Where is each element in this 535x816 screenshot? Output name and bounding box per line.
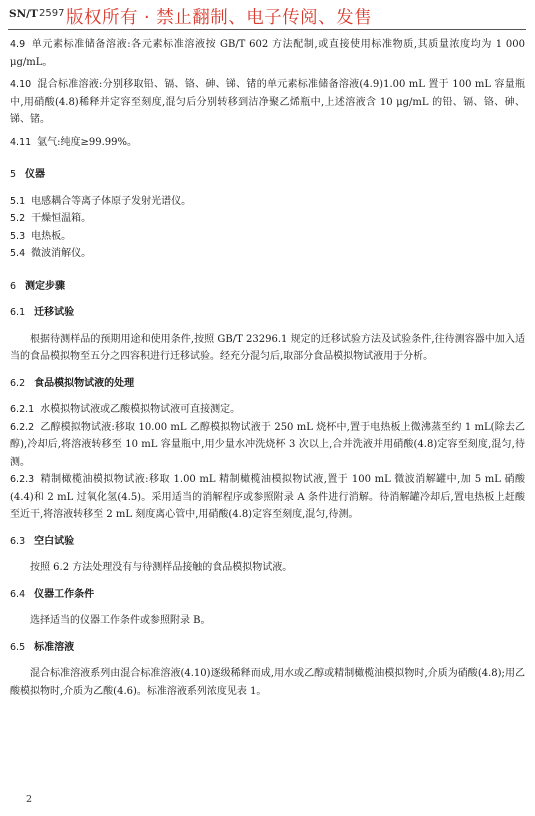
paragraph-6-4: 选择适当的仪器工作条件或参照附录 B。	[30, 615, 211, 626]
section-heading-5	[10, 166, 525, 184]
section-number: 6.3	[10, 535, 26, 547]
clause-6-2-1	[10, 401, 525, 419]
document-body	[10, 36, 525, 700]
clause-text: 乙醇模拟物试液:移取 10.00 mL 乙醇模拟物试液于 250 mL 烧杯中,置于电热板上微沸蒸至约 1 mL(除去乙醇),冷却后,将溶液转移至 10 mL 容量瓶中,用少量水冲洗烧杯 3 次以上,合并洗液并用硝酸(4.8)定容至刻度,混匀,待测。	[10, 421, 525, 468]
header-divider	[8, 29, 526, 30]
paragraph-6-5: 混合标准溶液系列由混合标准溶液(4.10)逐级稀释而成,用水或乙醇或精制橄榄油模拟物时,介质为硝酸(4.8);用乙酸模拟物时,介质为乙酸(4.6)。标准溶液系列浓度见表 1。	[10, 668, 525, 697]
section-title: 标准溶液	[34, 641, 75, 653]
clause-5-3	[10, 228, 525, 246]
clause-4-9	[10, 36, 525, 71]
paragraph-6-3: 按照 6.2 方法处理没有与待测样品接触的食品模拟物试液。	[30, 562, 293, 573]
clause-6-2-2	[10, 419, 525, 472]
clause-number: 4.11	[10, 136, 32, 148]
standard-prefix: SN/T	[9, 8, 38, 20]
section-title: 空白试验	[34, 535, 75, 547]
clause-text: 干燥恒温箱。	[31, 213, 92, 224]
clause-number: 6.2.3	[10, 474, 35, 485]
clause-4-11	[10, 134, 525, 152]
subsection-heading-6-4	[10, 586, 525, 604]
clause-5-4	[10, 245, 525, 263]
section-title: 仪器工作条件	[34, 588, 95, 600]
clause-number: 5.1	[10, 195, 26, 207]
subsection-heading-6-5	[10, 639, 525, 657]
clause-number: 4.9	[10, 39, 26, 50]
page-number: 2	[26, 794, 33, 805]
clause-text: 水模拟物试液或乙酸模拟物试液可直接测定。	[40, 404, 241, 415]
clause-text: 电热板。	[31, 230, 72, 242]
clause-5-2	[10, 210, 525, 228]
clause-text: 单元素标准储备溶液:各元素标准溶液按 GB/T 602 方法配制,或直接使用标准物质,其质量浓度均为 1 000 μg/mL。	[10, 39, 525, 68]
clause-number: 5.2	[10, 213, 26, 224]
section-title: 仪器	[25, 169, 46, 180]
clause-text: 氩气:纯度≥99.99%。	[37, 136, 138, 148]
section-title: 迁移试验	[34, 307, 75, 318]
section-number: 5	[10, 169, 17, 180]
clause-4-10	[10, 76, 525, 129]
standard-number: 2597	[39, 8, 65, 19]
subsection-heading-6-2	[10, 375, 525, 393]
clause-text: 精制橄榄油模拟物试液:移取 1.00 mL 精制橄榄油模拟物试液,置于 100 mL 微波消解罐中,加 5 mL 硝酸(4.4)和 2 mL 过氧化氢(4.5)。采用适当的消解程序或参照附录 A 条件进行消解。待消解罐冷却后,置电热板上赶酸至近干,将溶液转移至 2 mL 刻度离心管中,用硝酸(4.8)定容至刻度,混匀,待测。	[10, 474, 525, 520]
section-number: 6.2	[10, 377, 26, 389]
clause-number: 6.2.2	[10, 421, 35, 433]
section-number: 6	[10, 280, 17, 292]
section-number: 6.5	[10, 641, 26, 653]
clause-number: 4.10	[10, 79, 32, 90]
subsection-heading-6-1	[10, 304, 525, 322]
paragraph-6-1: 根据待测样品的预期用途和使用条件,按照 GB/T 23296.1 规定的迁移试验方法及试验条件,往待测容器中加入适当的食品模拟物至五分之四容积进行迁移试验。经充分混匀后,取部分食品模拟物试液用于分析。	[10, 333, 525, 362]
section-number: 6.4	[10, 588, 26, 600]
section-heading-6	[10, 278, 525, 296]
subsection-heading-6-3	[10, 533, 525, 551]
clause-text: 混合标准溶液:分别移取铅、镉、铬、砷、锑、锗的单元素标准储备溶液(4.9)1.00 mL 置于 100 mL 容量瓶中,用硝酸(4.8)稀释并定容至刻度,混匀后分别转移到洁净聚乙烯瓶中,上述溶液含 10 μg/mL 的铅、镉、铬、砷、锑、锗。	[10, 79, 525, 125]
section-number: 6.1	[10, 307, 26, 318]
clause-text: 微波消解仪。	[31, 248, 92, 259]
clause-number: 6.2.1	[10, 404, 35, 415]
clause-text: 电感耦合等离子体原子发射光谱仪。	[31, 195, 192, 207]
copyright-watermark: 版权所有 · 禁止翻制、电子传阅、发售	[66, 8, 373, 28]
clause-6-2-3	[10, 471, 525, 524]
clause-5-1	[10, 193, 525, 211]
page-header	[0, 0, 535, 34]
section-title: 食品模拟物试液的处理	[34, 377, 135, 389]
section-title: 测定步骤	[25, 280, 66, 292]
clause-number: 5.4	[10, 248, 26, 259]
clause-number: 5.3	[10, 230, 26, 242]
